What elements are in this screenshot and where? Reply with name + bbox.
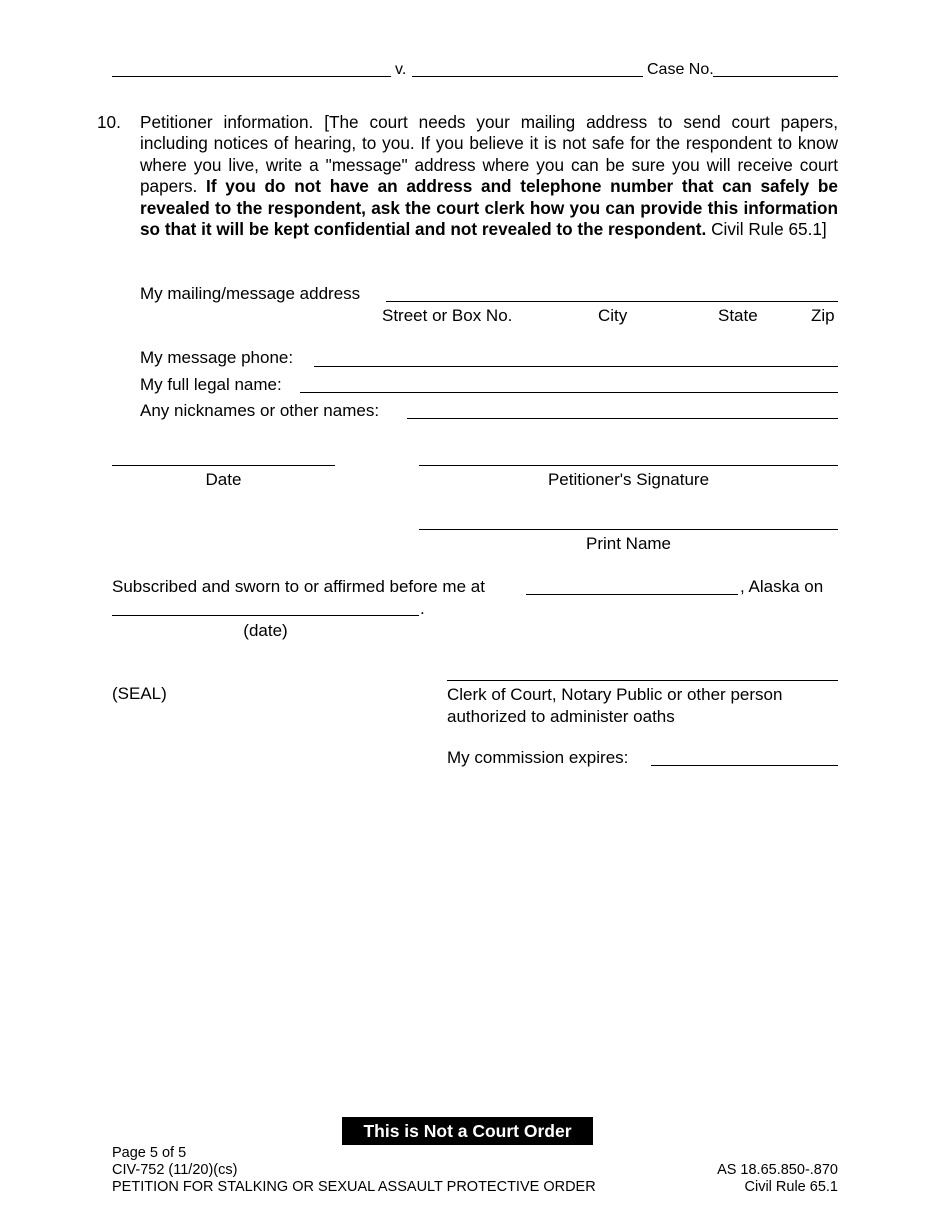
case-no-label: Case No. [647, 61, 714, 78]
state-caption: State [718, 306, 758, 325]
footer-form-number: CIV-752 (11/20)(cs) [112, 1162, 238, 1178]
street-caption: Street or Box No. [382, 306, 513, 325]
address-field[interactable] [386, 301, 838, 302]
section-rule: Civil Rule 65.1] [711, 219, 827, 240]
footer-page: Page 5 of 5 [112, 1145, 187, 1161]
section-intro: Petitioner information. [The court needs your mailing address to send court papers, including notices of hearing, to you. If you believe it is not safe for the respondent to know where you live, write a "message" address where you can be sure you will receive court papers. [140, 112, 838, 197]
section-10-paragraph [140, 112, 838, 240]
print-name-field[interactable] [419, 529, 838, 530]
sworn-date-caption: (date) [243, 621, 288, 640]
print-name-caption: Print Name [585, 534, 672, 553]
alaska-on-text: , Alaska on [740, 577, 824, 596]
commission-label: My commission expires: [447, 748, 629, 767]
commission-field[interactable] [651, 765, 838, 766]
not-court-order-banner: This is Not a Court Order [342, 1117, 593, 1145]
sworn-location-field[interactable] [526, 594, 738, 595]
sworn-date-field[interactable] [112, 615, 419, 616]
footer-title: PETITION FOR STALKING OR SEXUAL ASSAULT PROTECTIVE ORDER [112, 1179, 596, 1195]
seal-label: (SEAL) [112, 684, 167, 703]
section-number: 10. [97, 112, 121, 132]
legal-name-label: My full legal name: [140, 375, 282, 394]
phone-field[interactable] [314, 366, 838, 367]
address-label: My mailing/message address [140, 284, 361, 303]
petitioner-signature-field[interactable] [419, 465, 838, 466]
nicknames-field[interactable] [407, 418, 838, 419]
defendant-blank[interactable] [412, 76, 643, 77]
petitioner-signature-caption: Petitioner's Signature [547, 470, 710, 489]
footer-statute: AS 18.65.850-.870 [717, 1162, 838, 1178]
sworn-date-period: . [420, 599, 425, 618]
city-caption: City [598, 306, 628, 325]
plaintiff-blank[interactable] [112, 76, 391, 77]
phone-label: My message phone: [140, 348, 294, 367]
zip-caption: Zip [811, 306, 835, 325]
legal-name-field[interactable] [300, 392, 838, 393]
footer-rule: Civil Rule 65.1 [744, 1179, 838, 1195]
versus-label: v. [395, 61, 407, 78]
sworn-text: Subscribed and sworn to or affirmed before me at [112, 577, 485, 596]
date-caption: Date [205, 470, 242, 489]
clerk-caption: Clerk of Court, Notary Public or other person authorized to administer oaths [447, 685, 783, 726]
section-bold-warning: If you do not have an address and telephone number that can safely be revealed to the respondent, ask the court clerk how you can provide this information so that it will be kept confidential and not revealed to the respondent. [140, 176, 838, 240]
date-field[interactable] [112, 465, 335, 466]
case-no-blank[interactable] [713, 76, 838, 77]
clerk-signature-field[interactable] [447, 680, 838, 681]
nicknames-label: Any nicknames or other names: [140, 401, 380, 420]
